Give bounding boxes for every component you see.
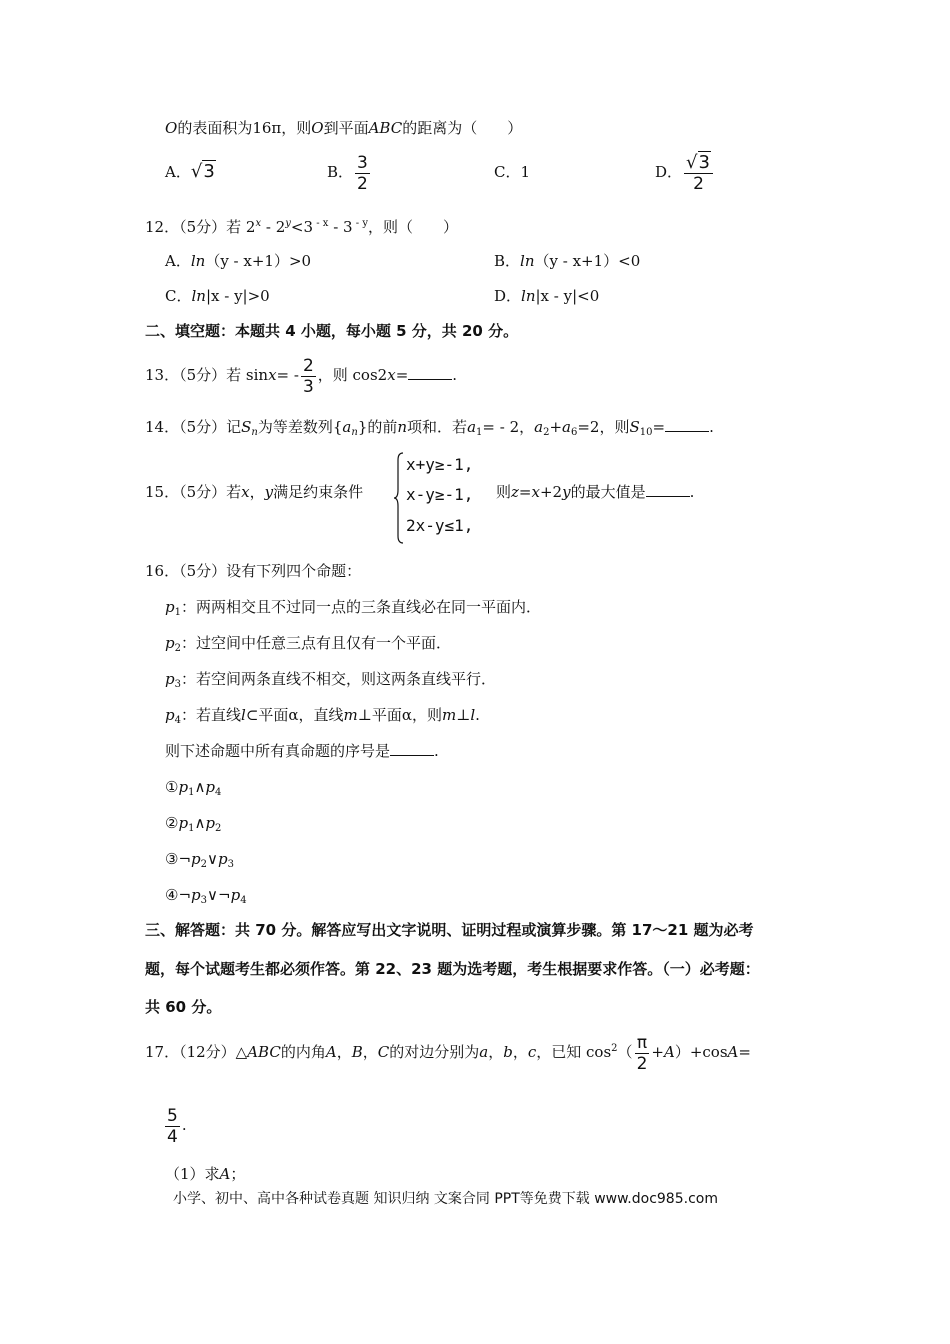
q11-stem — [165, 118, 522, 138]
constraint-1: x+y≥-1, — [406, 455, 474, 474]
q11-option-b — [327, 152, 372, 194]
q13 — [145, 354, 457, 397]
sub: 2 — [215, 823, 222, 834]
q13-post: = — [395, 366, 409, 384]
logic-not: ¬ — [178, 850, 192, 868]
sub: 3 — [227, 859, 234, 870]
p4-text1: ：若直线 — [180, 706, 241, 724]
q17-part-1 — [165, 1164, 245, 1184]
sub: 1 — [188, 823, 195, 834]
circled-number: ① — [165, 778, 179, 796]
option-text: （y - x+1）<0 — [534, 252, 641, 270]
q12-post: ，则（ ） — [367, 218, 458, 236]
option-text: |x - y|<0 — [535, 287, 600, 305]
var-a: A — [219, 1165, 231, 1183]
exp-2: 2 — [611, 1043, 618, 1054]
q15-t2: 则 — [496, 483, 512, 501]
var-o2: O — [311, 119, 324, 137]
var-p: p — [218, 850, 228, 868]
var-a: a — [342, 418, 352, 436]
plus: + — [651, 1043, 664, 1061]
equals: = — [738, 1043, 751, 1061]
denominator: 3 — [302, 376, 314, 397]
fraction-3-2 — [355, 153, 370, 194]
q15-end: . — [689, 483, 695, 501]
q16-choice-3 — [165, 849, 234, 875]
q14 — [145, 417, 714, 443]
q14-end: . — [709, 418, 714, 436]
proposition-p2 — [165, 633, 451, 659]
q17-t3: ，已知 cos — [536, 1043, 612, 1061]
footer-watermark: 小学、初中、高中各种试卷真题 知识归纳 文案合同 PPT等免费下载 www.doc985.com — [173, 1191, 718, 1207]
q15-tail — [496, 482, 694, 502]
q11-option-c — [494, 162, 530, 182]
var-p: p — [178, 778, 189, 796]
option-label: B． — [327, 163, 354, 181]
var-p: p — [178, 814, 189, 832]
constraint-brace — [394, 452, 404, 544]
numerator: 3 — [357, 152, 368, 173]
var-n: n — [397, 418, 408, 436]
p4-text4: ⊥ — [456, 706, 471, 724]
sub-1: 1 — [174, 607, 181, 618]
p1-text: ：两两相交且不过同一点的三条直线必在同一平面内． — [180, 598, 541, 616]
radicand: 3 — [203, 161, 215, 182]
q15-t5: 的最大值是 — [570, 483, 646, 501]
q11-option-d — [655, 152, 715, 194]
var-p: p — [205, 814, 216, 832]
ln-fn: ln — [190, 252, 206, 270]
var-p: p — [165, 670, 175, 688]
p2-text: ：过空间中任意三点有且仅有一个平面． — [180, 634, 451, 652]
var-s: S — [629, 418, 640, 436]
var-y: y — [562, 483, 571, 501]
logic-op: ∧ — [194, 778, 206, 796]
denominator: 2 — [357, 173, 368, 194]
var-a-small: a — [479, 1043, 489, 1061]
sub: 1 — [188, 787, 195, 798]
fraction-5-4 — [165, 1106, 180, 1147]
q13-mid: ，则 cos2 — [317, 366, 388, 384]
sqrt-3 — [191, 160, 216, 182]
q11-option-a — [165, 162, 216, 182]
q13-end: . — [452, 366, 458, 384]
q17-rhs — [163, 1104, 187, 1147]
q14-t2: }的前 — [357, 418, 398, 436]
numerator — [684, 153, 713, 173]
option-label: D． — [494, 287, 522, 305]
q13-eq: = - — [276, 366, 299, 384]
p4-text5: . — [475, 706, 480, 724]
sub-6: 6 — [570, 427, 578, 438]
ask-end: . — [434, 742, 439, 760]
var-c: C — [377, 1043, 390, 1061]
exp-negx: - x — [313, 218, 329, 229]
var-b: B — [351, 1043, 363, 1061]
sub: 2 — [200, 859, 208, 870]
ln-fn: ln — [521, 287, 536, 305]
comma: ， — [362, 1043, 378, 1061]
part-label: （1）求 — [165, 1165, 220, 1183]
var-x: x — [268, 366, 277, 384]
logic-not: ¬ — [178, 886, 192, 904]
comma: ， — [488, 1043, 504, 1061]
exp-x: x — [255, 218, 262, 229]
q17-t1: 的内角 — [280, 1043, 326, 1061]
option-text: （y - x+1）>0 — [205, 252, 312, 270]
answer-blank — [408, 365, 452, 380]
q12-stem — [145, 214, 458, 237]
var-abc: ABC — [368, 119, 403, 137]
var-p: p — [191, 850, 201, 868]
exp-y: y — [285, 218, 291, 229]
var-y: y — [264, 483, 274, 501]
exp-negy: - y — [352, 218, 368, 229]
q12-minus3: - 3 — [328, 218, 353, 236]
period: . — [181, 1116, 187, 1134]
q14-t1: 为等差数列{ — [257, 418, 343, 436]
sub-n: n — [251, 427, 258, 438]
var-l: l — [241, 706, 246, 724]
sub-2: 2 — [543, 427, 550, 438]
var-a: A — [727, 1043, 739, 1061]
logic-op: ∨ — [207, 850, 218, 868]
var-b-small: b — [503, 1043, 513, 1061]
q11-text3: 的距离为（ ） — [402, 119, 523, 137]
q14-plus: + — [549, 418, 563, 436]
q17-t2: 的对边分别为 — [389, 1043, 480, 1061]
logic-not: ¬ — [218, 886, 231, 904]
sub-1: 1 — [476, 427, 483, 438]
logic-op: ∨ — [207, 886, 218, 904]
sqrt-sign: √ — [190, 161, 203, 182]
sub-2: 2 — [174, 643, 181, 654]
answer-blank — [390, 741, 434, 756]
fraction-2-3 — [301, 356, 316, 397]
var-p: p — [165, 706, 175, 724]
q15-stem — [145, 482, 363, 502]
q16-ask — [165, 741, 439, 761]
denominator: 2 — [684, 173, 713, 194]
q12-lt3: <3 — [290, 218, 314, 236]
section-3-line-2: 题，每个试题考生都必须作答。第 22、23 题为选考题，考生根据要求作答。（一）必考题： — [145, 960, 760, 978]
radicand: 3 — [698, 151, 710, 173]
constraint-3: 2x-y≤1, — [406, 516, 474, 535]
q14-pre: 14．（5分）记 — [145, 418, 242, 436]
circled-number: ② — [165, 814, 179, 832]
proposition-p1 — [165, 597, 541, 623]
fraction-sqrt3-2 — [684, 153, 713, 194]
section-3-line-3: 共 60 分。 — [145, 998, 222, 1016]
p4-text2: ⊂平面α，直线 — [245, 706, 344, 724]
option-label: B． — [494, 252, 521, 270]
q16-choice-2 — [165, 813, 221, 839]
semicolon: ； — [230, 1165, 246, 1183]
q12-option-c — [165, 286, 270, 306]
sqrt-sign: √ — [686, 151, 698, 173]
var-x: x — [387, 366, 396, 384]
comma: ， — [336, 1043, 352, 1061]
p3-text: ：若空间两条直线不相交，则这两条直线平行． — [180, 670, 496, 688]
p4-text3: ⊥平面α，则 — [357, 706, 442, 724]
var-a: a — [534, 418, 544, 436]
q15-t1: 满足约束条件 — [273, 483, 364, 501]
numerator: 2 — [302, 355, 314, 376]
q15-t4: +2 — [539, 483, 563, 501]
q17-t4: ）+cos — [674, 1043, 728, 1061]
option-text: |x - y|>0 — [205, 287, 270, 305]
ask-text: 则下述命题中所有真命题的序号是 — [165, 742, 391, 760]
var-l: l — [470, 706, 476, 724]
sub: 4 — [240, 895, 247, 906]
q15-t3: = — [518, 483, 532, 501]
q13-pre: 13．（5分）若 sin — [145, 366, 269, 384]
option-label: A． — [165, 163, 191, 181]
sub-n: n — [351, 427, 358, 438]
sub-3: 3 — [174, 679, 181, 690]
comma: ， — [512, 1043, 528, 1061]
denominator: 4 — [167, 1126, 178, 1147]
ln-fn: ln — [191, 287, 206, 305]
option-label: D． — [655, 163, 683, 181]
proposition-p4 — [165, 705, 480, 731]
q12-pre: 12．（5分）若 2 — [145, 218, 256, 236]
var-a: A — [663, 1043, 675, 1061]
section-2-heading: 二、填空题：本题共 4 小题，每小题 5 分，共 20 分。 — [145, 322, 519, 340]
answer-blank — [665, 417, 709, 432]
q12-option-d — [494, 286, 599, 306]
option-label: A． — [165, 252, 191, 270]
var-p: p — [165, 598, 175, 616]
option-label: C． — [165, 287, 192, 305]
q15-comma: ， — [249, 483, 265, 501]
var-a: a — [467, 418, 477, 436]
q17-pre: 17．（12分）△ — [145, 1043, 248, 1061]
numerator: 5 — [167, 1105, 178, 1126]
var-m: m — [343, 706, 358, 724]
var-p: p — [191, 886, 201, 904]
q14-t5: =2，则 — [577, 418, 630, 436]
var-o: O — [165, 119, 178, 137]
q16-choice-1 — [165, 777, 221, 803]
q17-stem — [145, 1028, 751, 1074]
var-m: m — [442, 706, 457, 724]
ln-fn: ln — [520, 252, 535, 270]
var-p: p — [230, 886, 241, 904]
q14-t6: = — [652, 418, 666, 436]
sub-4: 4 — [174, 715, 181, 726]
logic-op: ∧ — [194, 814, 206, 832]
q12-option-b — [494, 251, 640, 271]
circled-number: ④ — [165, 886, 179, 904]
circled-number: ③ — [165, 850, 179, 868]
q11-text: 的表面积为16π，则 — [177, 119, 312, 137]
var-p: p — [205, 778, 216, 796]
sub-10: 10 — [639, 427, 653, 438]
sub: 3 — [200, 895, 208, 906]
option-label: C． — [494, 163, 521, 181]
var-z: z — [511, 483, 519, 501]
var-x: x — [241, 483, 250, 501]
var-a: a — [562, 418, 571, 436]
fraction-pi-2 — [635, 1033, 650, 1074]
section-3-line-1: 三、解答题：共 70 分。解答应写出文字说明、证明过程或演算步骤。第 17～21 题为必考 — [145, 921, 754, 939]
var-abc: ABC — [247, 1043, 281, 1061]
var-s: S — [241, 418, 252, 436]
denominator: 2 — [636, 1053, 648, 1074]
paren: （ — [617, 1043, 633, 1061]
numerator: π — [636, 1032, 648, 1053]
q16-choice-4 — [165, 885, 247, 911]
var-x: x — [531, 483, 540, 501]
constraint-2: x-y≥-1, — [406, 485, 474, 504]
option-value: 1 — [520, 163, 531, 181]
var-c-small: c — [527, 1043, 537, 1061]
sub: 4 — [215, 787, 222, 798]
answer-blank — [646, 482, 690, 497]
q16-stem: 16．（5分）设有下列四个命题： — [145, 562, 362, 580]
var-a: A — [325, 1043, 337, 1061]
q15-pre: 15．（5分）若 — [145, 483, 242, 501]
q14-t4: = - 2， — [482, 418, 535, 436]
proposition-p3 — [165, 669, 496, 695]
q12-minus: - 2 — [261, 218, 286, 236]
q11-text2: 到平面 — [323, 119, 369, 137]
var-p: p — [165, 634, 175, 652]
q12-option-a — [165, 251, 311, 271]
q14-t3: 项和．若 — [407, 418, 468, 436]
